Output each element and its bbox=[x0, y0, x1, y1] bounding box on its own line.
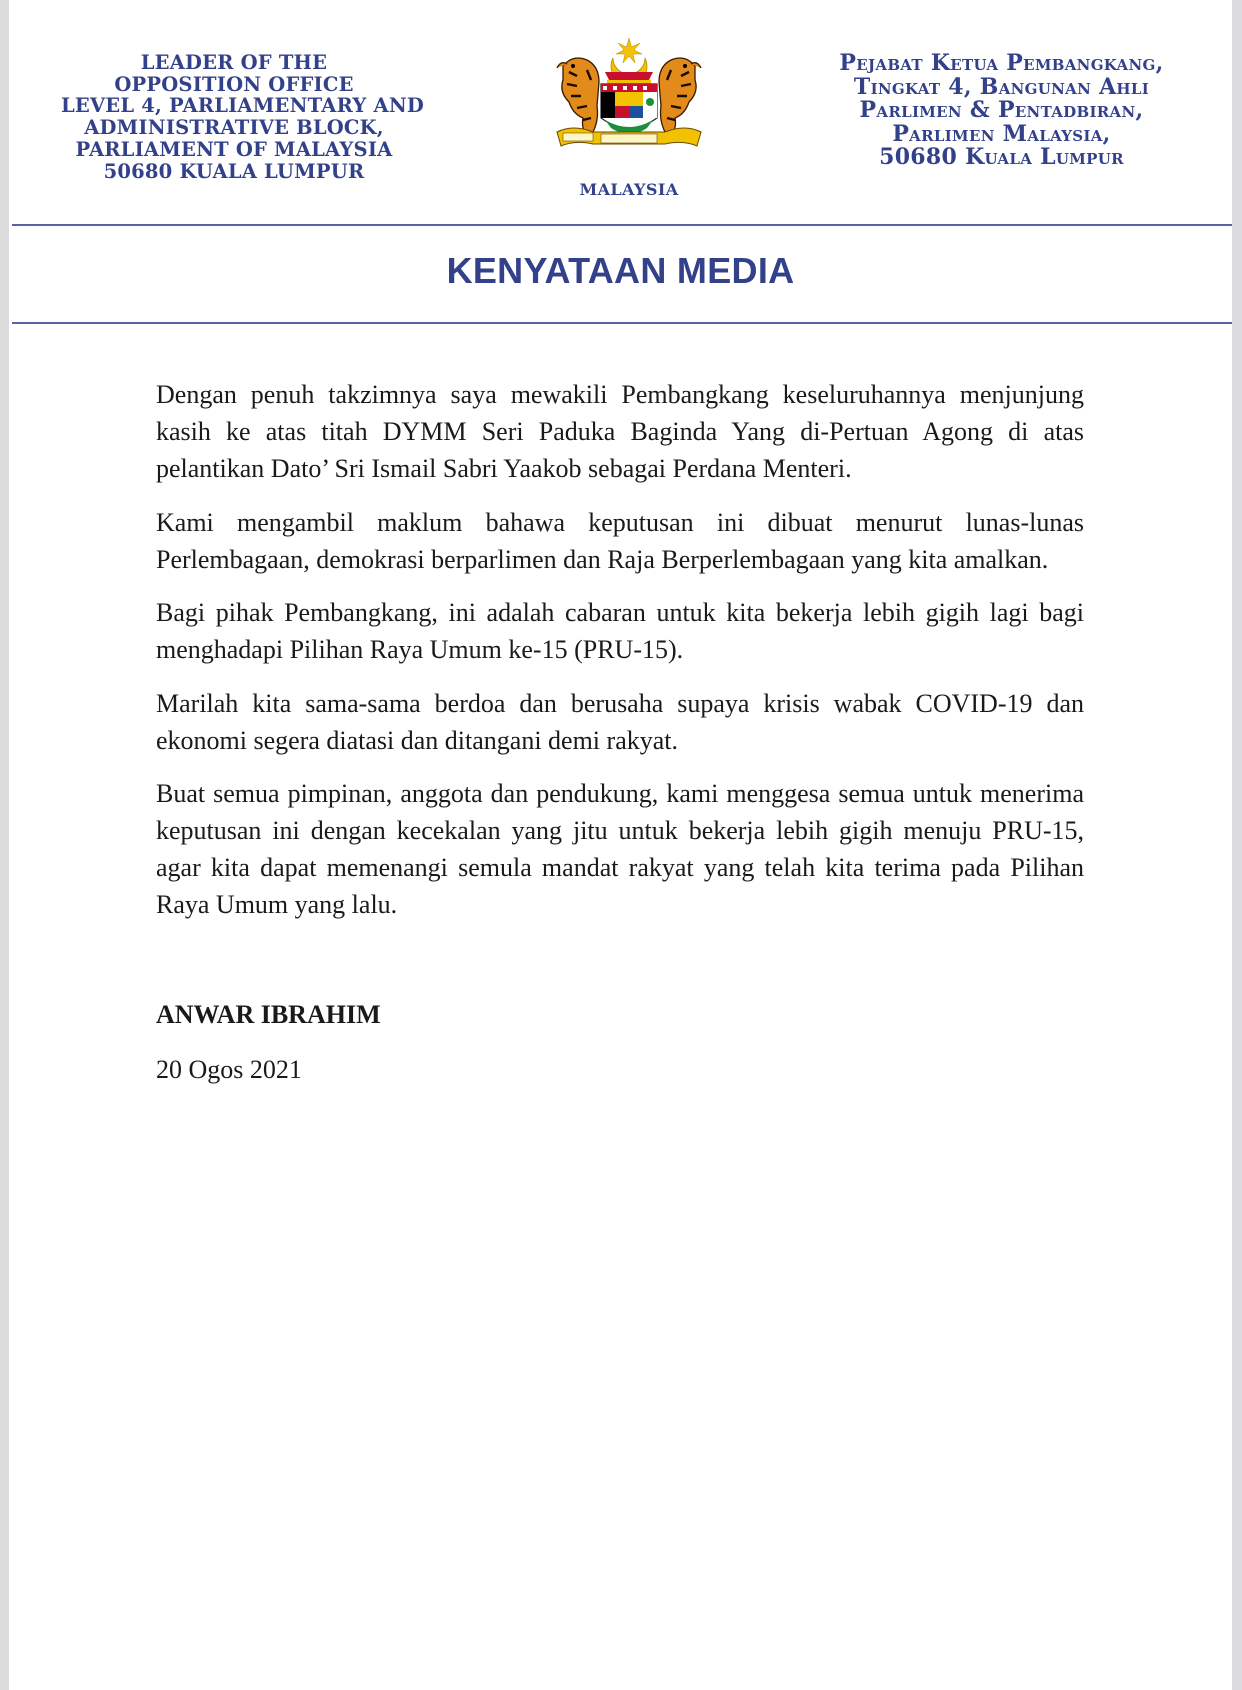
address-line: 50680 KUALA LUMPUR bbox=[103, 159, 365, 183]
address-line: LEADER OF THE bbox=[140, 51, 328, 74]
crest-country-label: MALAYSIA bbox=[579, 180, 679, 199]
statement-date: 20 Ogos 2021 bbox=[156, 1055, 302, 1084]
address-line: 50680 Kuala Lumpur bbox=[879, 144, 1124, 170]
address-line: Pejabat Ketua Pembangkang, bbox=[839, 50, 1164, 76]
address-line: Tingkat 4, Bangunan Ahli bbox=[853, 73, 1150, 100]
address-line: OPPOSITION OFFICE bbox=[114, 72, 354, 96]
paragraph: Kami mengambil maklum bahawa keputusan ini dibuat menurut lunas-lunas Perlembagaan, demokrasi berparlimen dan Raja Berperlembagaan yang kita amalkan. bbox=[156, 507, 1084, 574]
address-line: Parlimen Malaysia, bbox=[892, 120, 1111, 147]
paragraph: Marilah kita sama-sama berdoa dan berusaha supaya krisis wabak COVID-19 dan ekonomi segera diatasi dan ditangani demi rakyat. bbox=[156, 688, 1084, 755]
signatory-name: ANWAR IBRAHIM bbox=[156, 1000, 381, 1029]
letterhead-malay-address bbox=[794, 52, 1209, 170]
paragraph: Dengan penuh takzimnya saya mewakili Pembangkang keseluruhannya menjunjung kasih ke atas titah DYMM Seri Paduka Baginda Yang di-Pertuan Agong di atas pelantikan Dato’ Sri Ismail Sabri Yaakob sebagai Perdana Menteri. bbox=[156, 380, 1084, 483]
paragraph: Buat semua pimpinan, anggota dan pendukung, kami menggesa semua untuk menerima keputusan ini dengan kecekalan yang jitu untuk bekerja lebih gigih menuju PRU-15, agar kita dapat memenangi semula mandat rakyat yang telah kita terima pada Pilihan Raya Umum yang lalu. bbox=[156, 779, 1084, 919]
letterhead-english-address bbox=[61, 51, 424, 183]
statement-body bbox=[156, 376, 1084, 940]
address-line: PARLIAMENT OF MALAYSIA bbox=[75, 137, 393, 161]
address-line: Parlimen & Pentadbiran, bbox=[859, 97, 1144, 123]
media-statement-page bbox=[9, 0, 1232, 1690]
address-line: ADMINISTRATIVE BLOCK, bbox=[84, 116, 384, 140]
title-divider bbox=[12, 322, 1232, 324]
address-line: LEVEL 4, PARLIAMENTARY AND bbox=[61, 94, 424, 118]
header-divider bbox=[12, 224, 1232, 226]
paragraph: Bagi pihak Pembangkang, ini adalah cabaran untuk kita bekerja lebih gigih lagi bagi menghadapi Pilihan Raya Umum ke-15 (PRU-15). bbox=[156, 598, 1084, 664]
malaysia-coat-of-arms-icon bbox=[543, 36, 715, 154]
document-title: KENYATAAN MEDIA bbox=[446, 250, 795, 291]
